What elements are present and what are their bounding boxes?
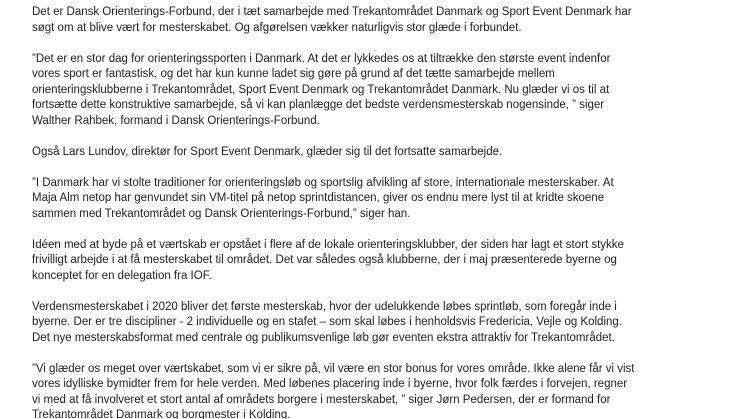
text-line: frivilligt arbejde i at få mesterskabet til området. Det var således også klubberne, der i maj præsenterede byerne og [32, 254, 617, 266]
text-line: vi med at få involveret et stort antal af områdets borgere i mesterskabet, ” siger Jørn Pedersen, der er formand for [32, 393, 611, 406]
text-line: Trekantområdet Danmark og borgmester i Kolding. [32, 409, 291, 419]
text-line: Også Lars Lundov, direktør for Sport Event Denmark, glæder sig til det fortsatte samarbejde. [32, 145, 503, 158]
article-paragraph [32, 5, 738, 36]
text-line: vores sport er fantastisk, og det har kun kunne ladet sig gøre på grund af det tætte samarbejde mellem [32, 68, 555, 80]
article-paragraph [32, 176, 738, 223]
article-body [32, 5, 738, 419]
text-line: Det er Dansk Orienterings-Forbund, der i tæt samarbejde med Trekantområdet Danmark og Sport Event Denmark har [32, 6, 632, 18]
text-line: Verdensmesterskabet i 2020 bliver det første mesterskab, hvor der udelukkende løbes sprintløb, som foregår inde i [32, 300, 617, 313]
text-line: vores idylliske bymidter frem for hele verden. Med løbenes placering inde i byerne, hvor folk færdes i forvejen, regner [32, 378, 628, 390]
text-line: sammen med Trekantområdet og Dansk Orienterings-Forbund,” siger han. [32, 207, 411, 220]
text-line: Walther Rahbek, formand i Dansk Orienterings-Forbund. [32, 114, 320, 127]
article-paragraph [32, 300, 738, 347]
article-paragraph [32, 238, 738, 285]
text-line: fortsætte dette konstruktive samarbejde, så vi kan planlægge det bedste verdensmesterskab nogensinde, ” siger [32, 99, 605, 111]
text-line: Det nye mesterskabsformat med centrale og publikumsvenlige løb gør eventen ekstra attraktiv for Trekantområdet. [32, 331, 615, 344]
text-line: ”Det er en stor dag for orienteringssporten i Danmark. At det er lykkedes os at tiltrække den største event indenfor [32, 52, 611, 65]
text-line: søgt om at blive vært for mesterskabet. Og afgørelsen vækker naturligvis stor glæde i forbundet. [32, 21, 522, 34]
text-line: ”Vi glæder os meget over værtskabet, som vi er sikre på, vil være en stor bonus for vores område. Ikke alene får vi vist [32, 362, 635, 375]
article-paragraph [32, 52, 738, 130]
text-line: ”I Danmark har vi stolte traditioner for orienteringsløb og sportslig afvikling af store, internationale mesterskaber. At [32, 176, 614, 189]
article-paragraph [32, 145, 738, 161]
text-line: konceptet for en delegation fra IOF. [32, 269, 212, 282]
text-line: Maja Alm netop har genvundet sin VM-titel på netop sprintdistancen, giver os endnu mere lyst til at kridte skoene [32, 192, 605, 204]
text-line: Idéen med at byde på et værtskab er opstået i flere af de lokale orienteringsklubber, der siden har lagt et stort stykke [32, 238, 624, 251]
article-paragraph [32, 362, 738, 419]
text-line: orienteringsklubberne i Trekantområdet, Sport Event Denmark og Trekantområdet Danmark. Nu glæder vi os til at [32, 83, 610, 96]
text-line: byerne. Der er tre discipliner - 2 individuelle og en stafet – som skal løbes i henholdsvis Fredericia, Vejle og Kolding. [32, 316, 622, 328]
